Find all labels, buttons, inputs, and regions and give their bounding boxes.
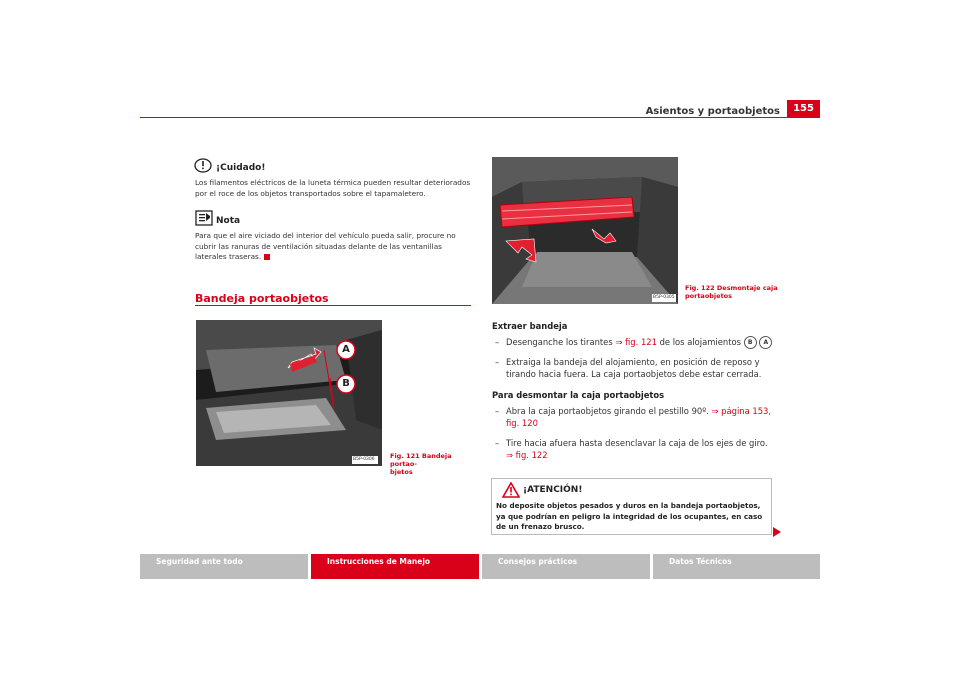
warning-triangle-icon (502, 482, 520, 502)
fig122-link[interactable]: ⇒ fig. 122 (506, 450, 548, 460)
fig121-link[interactable]: ⇒ fig. 121 (615, 337, 657, 347)
header-rule (140, 117, 820, 118)
warning-text: No deposite objetos pesados y duros en la bandeja portaobjetos, ya que podrían en peligro la integridad de los ocupantes, en caso de un frenazo brusco. (496, 501, 763, 531)
extraer-step-1-text (506, 336, 775, 349)
note-text: Para que el aire viciado del interior del vehículo pueda salir, procure no cubrir las ranuras de ventilación situadas delante de las ventanillas laterales traseras. (195, 231, 456, 261)
fig121-code: B5P-0306 (353, 457, 375, 462)
next-page-arrow-icon[interactable] (772, 523, 782, 542)
extraer-step-2-text: Extraiga la bandeja del alojamiento, en posición de reposo y tirando hacia fuera. La caja portaobjetos debe estar cerrada. (506, 357, 762, 379)
desmontar-step-2 (495, 437, 775, 461)
end-mark (264, 254, 270, 260)
dash-bullet: – (495, 438, 500, 448)
fig121-caption (390, 452, 480, 476)
extraer-step-1 (495, 336, 775, 349)
warning-title: ¡ATENCIÓN! (523, 485, 583, 495)
fig122-caption-line2: portaobjetos (685, 292, 733, 300)
dash-bullet: – (495, 406, 500, 416)
extraer-step-1-mid: de los alojamientos (656, 337, 744, 347)
desmontar-title: Para desmontar la caja portaobjetos (492, 390, 665, 400)
figure-121-photo (196, 320, 382, 466)
dash-bullet: – (495, 337, 500, 347)
badge-a: A (759, 336, 772, 349)
footer-tab-consejos[interactable]: Consejos prácticos (482, 554, 650, 579)
caution-title: ¡Cuidado! (216, 163, 266, 173)
desmontar-step-2-pre: Tire hacia afuera hasta desenclavar la caja de los ejes de giro. (506, 438, 768, 448)
desmontar-step-1 (495, 405, 775, 429)
fig122-caption (685, 284, 785, 300)
fig122-code: B5P-0305 (653, 295, 675, 300)
running-header: Asientos y portaobjetos (645, 106, 780, 117)
section-title: Bandeja portaobjetos (195, 292, 329, 305)
page-number: 155 (787, 100, 820, 117)
fig121-caption-line1: Fig. 121 Bandeja portao- (390, 452, 452, 468)
footer-tab-datos[interactable]: Datos Técnicos (653, 554, 820, 579)
note-block (195, 231, 473, 263)
badge-b: B (744, 336, 757, 349)
footer-tab-instrucciones[interactable]: Instrucciones de Manejo (311, 554, 479, 579)
note-title: Nota (216, 216, 241, 226)
extraer-step-2 (495, 356, 775, 380)
fig121-label-b: B (342, 378, 350, 389)
fig121-caption-line2: bjetos (390, 468, 413, 476)
caution-icon (194, 158, 212, 177)
page-153-link[interactable]: ⇒ página 153, fig. 120 (506, 406, 772, 428)
fig121-label-a: A (342, 344, 350, 355)
desmontar-step-1-pre: Abra la caja portaobjetos girando el pestillo 90º. (506, 406, 712, 416)
figure-122-photo (492, 157, 678, 304)
note-icon (195, 210, 213, 230)
caution-text: Los filamentos eléctricos de la luneta térmica pueden resultar deteriorados por el roce de los objetos transportados sobre el tapamaletero. (195, 178, 471, 198)
desmontar-step-1-text (506, 405, 775, 429)
footer-tab-seguridad[interactable]: Seguridad ante todo (140, 554, 308, 579)
fig122-caption-line1: Fig. 122 Desmontaje caja (685, 284, 778, 292)
dash-bullet: – (495, 357, 500, 367)
extraer-title: Extraer bandeja (492, 321, 568, 331)
extraer-step-1-pre: Desenganche los tirantes (506, 337, 616, 347)
desmontar-step-2-text (506, 437, 775, 461)
section-rule (195, 305, 471, 306)
warning-box (491, 478, 772, 535)
